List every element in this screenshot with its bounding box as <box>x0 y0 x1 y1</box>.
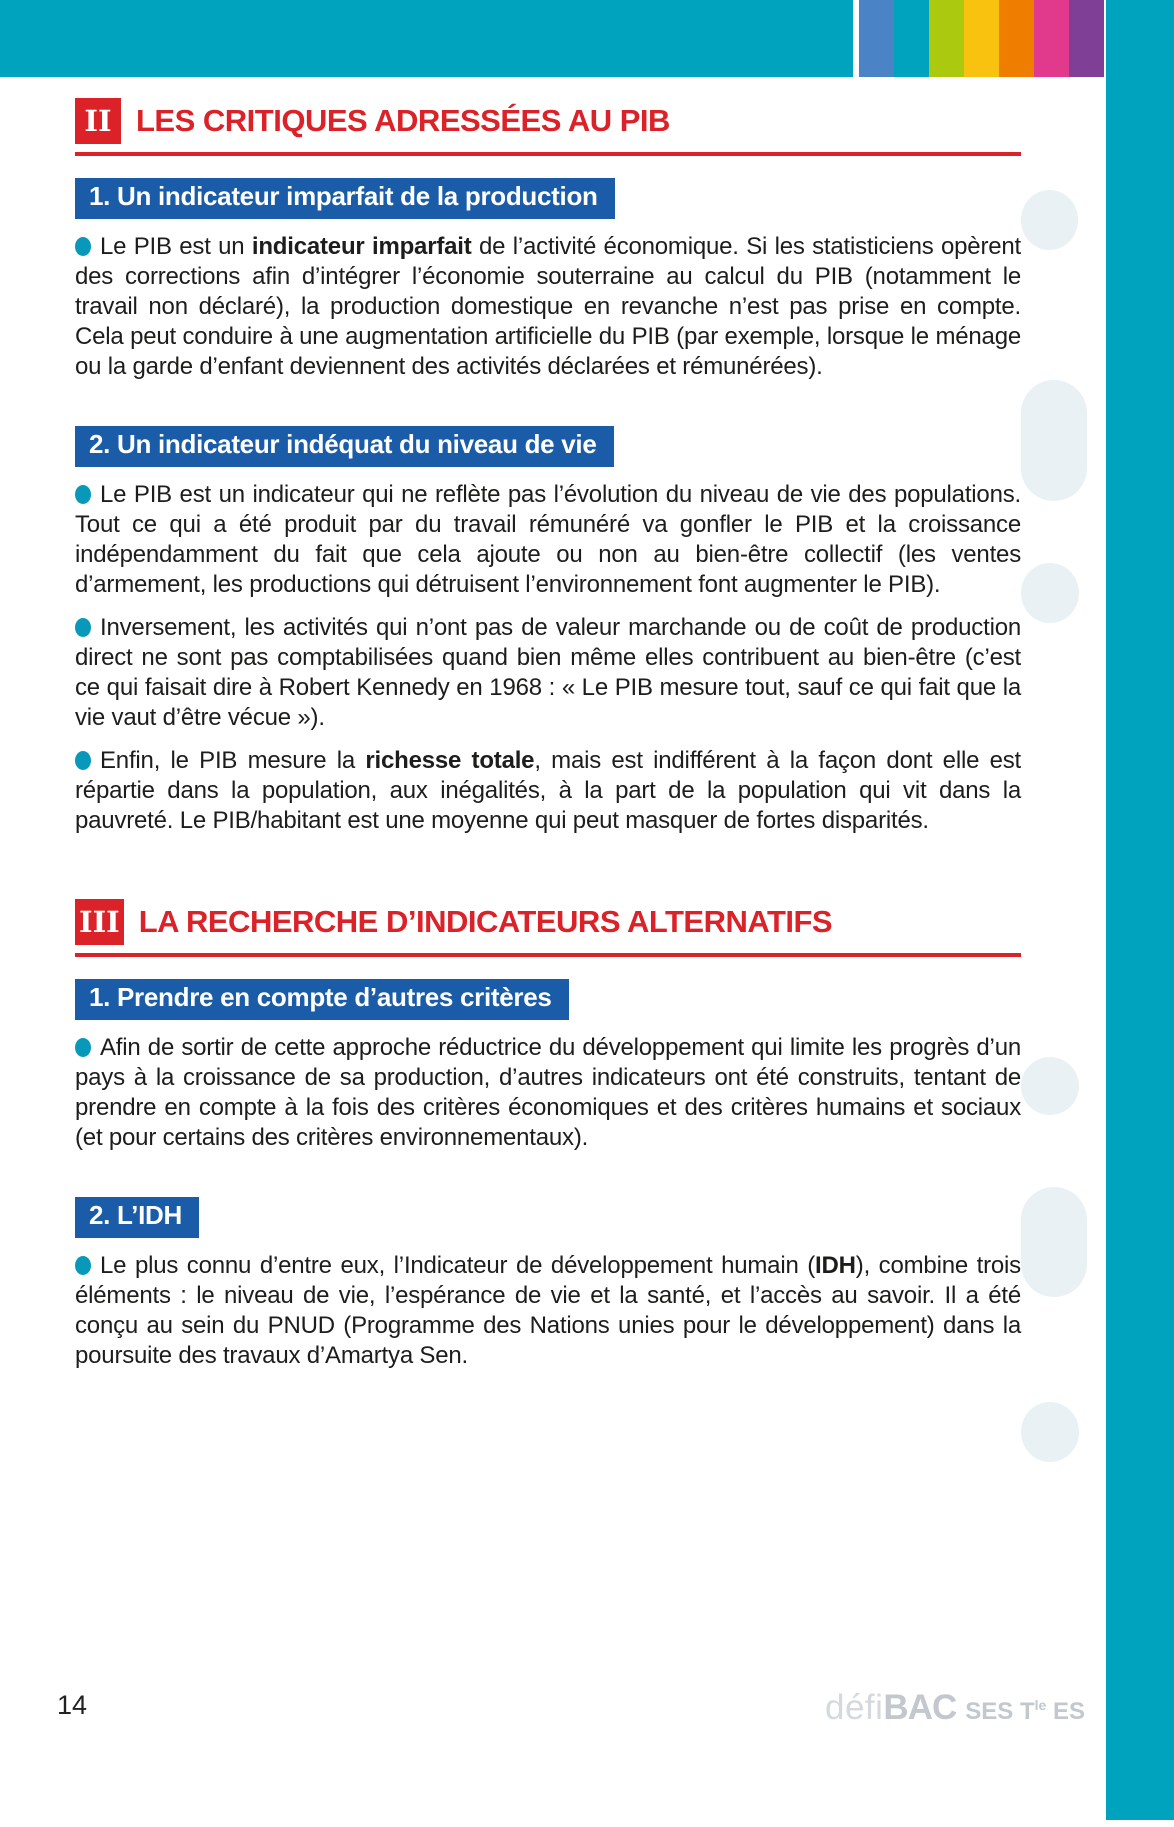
subsection-heading: 2. Un indicateur indéquat du niveau de vie <box>75 426 614 467</box>
margin-tab-pill <box>1021 1187 1087 1297</box>
stripe-yellow <box>964 0 999 77</box>
paragraph: Le PIB est un indicateur imparfait de l’activité économique. Si les statisticiens opèrent des corrections afin d’intégrer l’économie souterraine au calcul du PIB (notamment le travail non déclaré), la production domestique en revanche n’est pas prise en compte. Cela peut conduire à une augmentation artificielle du PIB (par exemple, lorsque le ménage ou la garde d’enfant deviennent des activités déclarées et rémunérées). <box>75 233 1021 380</box>
stripe-blue <box>859 0 894 77</box>
stripe-teal <box>894 0 929 77</box>
margin-tab-circle <box>1021 1057 1079 1115</box>
page-number: 14 <box>57 1690 88 1720</box>
subsection-heading: 1. Un indicateur imparfait de la production <box>75 178 615 219</box>
logo-defi: défi <box>824 1688 884 1727</box>
section-critiques-pib <box>75 97 1021 836</box>
paragraph: Inversement, les activités qui n’ont pas de valeur marchande ou de coût de production direct ne sont pas comptabilisées quand bien même elles contribuent au bien-être (c’est ce qui faisait dire à Robert Kennedy en 1968 : « Le PIB mesure tout, sauf ce qui fait que la vie vaut d’être vécue »). <box>75 614 1021 731</box>
section-title: LES CRITIQUES ADRESSÉES AU PIB <box>136 103 670 138</box>
section-numeral-badge: II <box>75 98 121 144</box>
right-edge-bar <box>1106 0 1174 1820</box>
stripe-green <box>929 0 964 77</box>
paragraph: Afin de sortir de cette approche réductrice du développement qui limite les progrès d’un pays à la croissance de sa production, d’autres indicateurs ont été construits, tentant de prendre en compte à la fois des critères économiques et des critères humains et sociaux (et pour certains des critères environnementaux). <box>75 1034 1021 1151</box>
bullet-icon <box>75 618 91 637</box>
header-bar <box>0 0 853 77</box>
section-header <box>75 898 1021 946</box>
subsection-heading: 2. L’IDH <box>75 1197 199 1238</box>
paragraph: Le PIB est un indicateur qui ne reflète pas l’évolution du niveau de vie des populations. Tout ce qui a été produit par du travail rémunéré va gonfler le PIB et la croissance indépendamment du fait que cela ajoute ou non au bien-être collectif (les ventes d’armement, les productions qui détruisent l’environnement font augmenter le PIB). <box>75 481 1021 598</box>
margin-tab-pill <box>1021 380 1087 501</box>
subsection-heading: 1. Prendre en compte d’autres critères <box>75 979 569 1020</box>
section-rule <box>75 152 1021 156</box>
logo-series: SES $T^{le}$ ES <box>965 1697 1085 1725</box>
page-content <box>75 97 1021 1371</box>
section-indicateurs-alternatifs <box>75 898 1021 1371</box>
margin-tab-circle <box>1021 190 1078 250</box>
bullet-icon <box>75 1256 91 1275</box>
margin-tab-circle <box>1021 1402 1079 1462</box>
stripe-orange <box>999 0 1034 77</box>
bullet-icon <box>75 237 91 256</box>
stripe-purple <box>1069 0 1104 77</box>
stripe-pink <box>1034 0 1069 77</box>
defibac-logo <box>825 1688 1085 1728</box>
margin-tab-circle <box>1021 563 1079 623</box>
section-rule <box>75 953 1021 957</box>
section-title: LA RECHERCHE D’INDICATEURS ALTERNATIFS <box>138 904 833 939</box>
paragraph: Le plus connu d’entre eux, l’Indicateur de développement humain (IDH), combine trois éléments : le niveau de vie, l’espérance de vie et la santé, et l’accès au savoir. Il a été conçu au sein du PNUD (Programme des Nations unies pour le développement) dans la poursuite des travaux d’Amartya Sen. <box>75 1252 1021 1369</box>
bullet-icon <box>75 751 91 770</box>
bullet-icon <box>75 485 91 504</box>
color-stripes <box>859 0 1104 77</box>
section-numeral-badge: III <box>75 899 124 945</box>
bullet-icon <box>75 1038 91 1057</box>
section-header <box>75 97 1021 145</box>
paragraph: Enfin, le PIB mesure la richesse totale, mais est indifférent à la façon dont elle est répartie dans la population, aux inégalités, à la part de la population qui vit dans la pauvreté. Le PIB/habitant est une moyenne qui peut masquer de fortes disparités. <box>75 747 1021 834</box>
logo-bac: BAC <box>883 1688 957 1727</box>
